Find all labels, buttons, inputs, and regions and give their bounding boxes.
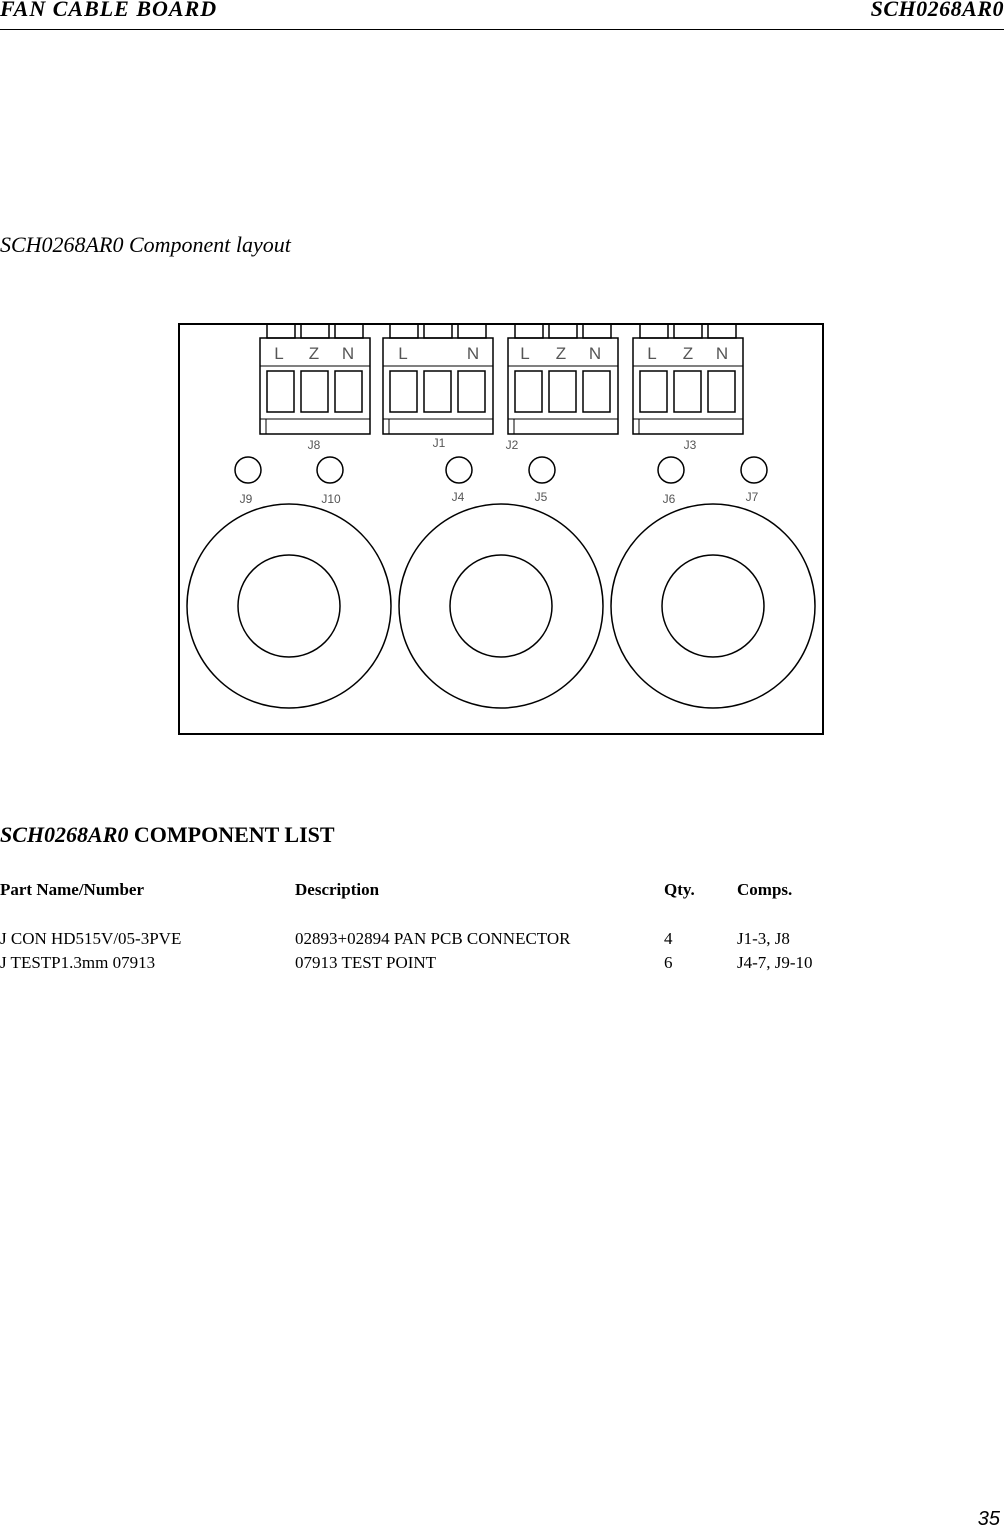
component-list-title bbox=[0, 822, 335, 848]
table-header-row bbox=[0, 880, 900, 929]
column-header-comps: Comps. bbox=[737, 880, 793, 899]
test-point-ref-label: J6 bbox=[662, 492, 676, 506]
test-point-j4 bbox=[446, 457, 472, 483]
test-point-ref-label: J10 bbox=[321, 492, 341, 506]
pin-label: N bbox=[715, 344, 729, 363]
cell-description: 02893+02894 PAN PCB CONNECTOR bbox=[295, 929, 571, 948]
cell-qty: 6 bbox=[664, 953, 673, 972]
page-number: 35 bbox=[977, 1508, 1000, 1530]
test-point-j10 bbox=[317, 457, 343, 483]
cell-description: 07913 TEST POINT bbox=[295, 953, 437, 972]
pin-label: N bbox=[466, 344, 480, 363]
connector-ref-label: J2 bbox=[505, 438, 519, 452]
connector-ref-label: J1 bbox=[432, 436, 446, 450]
ferrite-ring-hole bbox=[662, 555, 764, 657]
component-list-table bbox=[0, 880, 900, 977]
test-point-j9 bbox=[235, 457, 261, 483]
cell-part: J CON HD515V/05-3PVE bbox=[0, 929, 182, 948]
pin-label: L bbox=[520, 344, 530, 363]
cell-part: J TESTP1.3mm 07913 bbox=[0, 953, 156, 972]
header-title: FAN CABLE BOARD bbox=[0, 0, 218, 21]
component-list-title-text: COMPONENT LIST bbox=[128, 822, 335, 847]
ferrite-ring-outer bbox=[187, 504, 391, 708]
test-point-ref-label: J9 bbox=[239, 492, 253, 506]
connector-j2 bbox=[506, 324, 618, 452]
header-document-code: SCH0268AR0 bbox=[870, 0, 1004, 21]
pin-label: Z bbox=[308, 344, 320, 363]
ferrite-ring-outer bbox=[611, 504, 815, 708]
test-point-j6 bbox=[658, 457, 684, 483]
connector-j3 bbox=[633, 324, 743, 452]
test-point-ref-label: J7 bbox=[745, 490, 759, 504]
ferrite-ring-outer bbox=[399, 504, 603, 708]
column-header-description: Description bbox=[295, 880, 380, 899]
test-point-ref-label: J5 bbox=[534, 490, 548, 504]
board-outline bbox=[179, 324, 823, 734]
layout-caption: SCH0268AR0 Component layout bbox=[0, 232, 291, 257]
column-header-qty: Qty. bbox=[664, 880, 695, 899]
connector-ref-label: J3 bbox=[683, 438, 697, 452]
connector-j8 bbox=[260, 324, 370, 452]
component-list-title-code: SCH0268AR0 bbox=[0, 822, 129, 847]
pin-label: Z bbox=[682, 344, 694, 363]
cell-comps: J1-3, J8 bbox=[737, 929, 790, 948]
pin-label: N bbox=[341, 344, 355, 363]
ferrite-rings bbox=[187, 504, 815, 708]
connector-ref-label: J8 bbox=[307, 438, 321, 452]
test-point-ref-label: J4 bbox=[451, 490, 465, 504]
cell-comps: J4-7, J9-10 bbox=[737, 953, 813, 972]
pin-label: L bbox=[647, 344, 657, 363]
connector-j1 bbox=[383, 324, 493, 450]
cell-qty: 4 bbox=[664, 929, 673, 948]
test-points bbox=[235, 457, 767, 506]
pin-label: L bbox=[274, 344, 284, 363]
column-header-part: Part Name/Number bbox=[0, 880, 144, 899]
test-point-j7 bbox=[741, 457, 767, 483]
test-point-j5 bbox=[529, 457, 555, 483]
ferrite-ring-hole bbox=[450, 555, 552, 657]
pin-label: Z bbox=[555, 344, 567, 363]
ferrite-ring-hole bbox=[238, 555, 340, 657]
pin-label: L bbox=[398, 344, 408, 363]
table-row bbox=[0, 953, 900, 977]
table-row bbox=[0, 929, 900, 953]
pin-label: N bbox=[588, 344, 602, 363]
